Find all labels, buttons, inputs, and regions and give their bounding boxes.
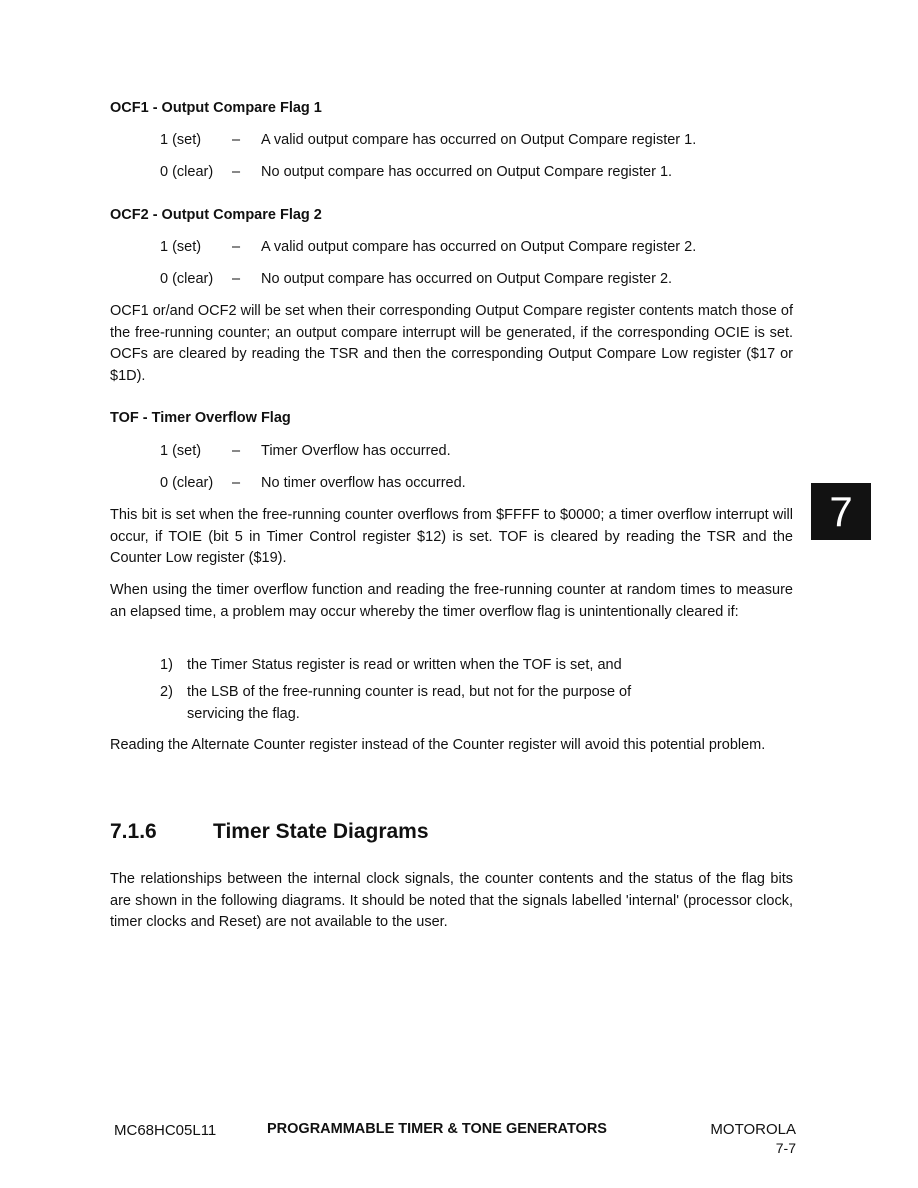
ocf2-heading: OCF2 - Output Compare Flag 2 <box>110 207 322 223</box>
chapter-tab: 7 <box>811 483 871 540</box>
ocf1-clear-dash: – <box>232 164 241 180</box>
ocf2-set-text: A valid output compare has occurred on Output Compare register 2. <box>261 239 697 255</box>
ocf2-clear-dash: – <box>232 271 241 287</box>
ocf1-heading: OCF1 - Output Compare Flag 1 <box>110 100 322 116</box>
footer-page-number: 7-7 <box>775 1140 796 1156</box>
ocf2-clear-value: 0 (clear) <box>160 271 214 287</box>
ocf2-set-value: 1 (set) <box>160 239 202 255</box>
footer-chapter-title: PROGRAMMABLE TIMER & TONE GENERATORS <box>267 1121 607 1137</box>
ocf2-set-dash: – <box>232 239 241 255</box>
footer-company: MOTOROLA <box>710 1121 796 1138</box>
ocf1-set-dash: – <box>232 132 241 148</box>
tof-clear-text: No timer overflow has occurred. <box>261 475 466 491</box>
tof-set-value: 1 (set) <box>160 443 202 459</box>
alternate-counter-paragraph: Reading the Alternate Counter register instead of the Counter register will avoid this potential problem. <box>110 737 766 753</box>
tof-clear-dash: – <box>232 475 241 491</box>
tof-set-dash: – <box>232 443 241 459</box>
ocf1-set-text: A valid output compare has occurred on Output Compare register 1. <box>261 132 697 148</box>
tof-clear-value: 0 (clear) <box>160 475 214 491</box>
tof-heading: TOF - Timer Overflow Flag <box>110 410 291 426</box>
tof-set-text: Timer Overflow has occurred. <box>261 443 451 459</box>
ocf-paragraph: OCF1 or/and OCF2 will be set when their corresponding Output Compare register contents match those of the free-running counter; an output compare interrupt will be generated, if the corresponding OCIE is set. OCFs are cleared by reading the TSR and then the corresponding Output Compare Low register ($17 or $1D). <box>110 303 793 384</box>
overflow-paragraph: When using the timer overflow function and reading the free-running counter at random times to measure an elapsed time, a problem may occur whereby the timer overflow flag is unintentionally cleared if: <box>110 582 793 620</box>
ocf1-clear-text: No output compare has occurred on Output Compare register 1. <box>261 164 673 180</box>
list-item-text: the LSB of the free-running counter is read, but not for the purpose of servicing the flag. <box>187 684 632 722</box>
ocf1-clear-value: 0 (clear) <box>160 164 214 180</box>
section-number: 7.1.6 <box>110 820 157 843</box>
section-title: Timer State Diagrams <box>213 820 429 843</box>
list-item-number: 1) <box>160 657 173 673</box>
footer-part-number: MC68HC05L11 <box>114 1122 217 1139</box>
section-paragraph: The relationships between the internal clock signals, the counter contents and the status of the flag bits are shown in the following diagrams. It should be noted that the signals labelled 'internal' (processor clock, timer clocks and Reset) are not available to the user. <box>110 871 793 930</box>
tof-paragraph: This bit is set when the free-running counter overflows from $FFFF to $0000; a timer overflow interrupt will occur, if TOIE (bit 5 in Timer Control register $12) is set. TOF is cleared by reading the TSR and the Counter Low register ($19). <box>110 507 793 566</box>
list-item-number: 2) <box>160 684 173 700</box>
list-item-text: the Timer Status register is read or written when the TOF is set, and <box>187 657 622 673</box>
ocf2-clear-text: No output compare has occurred on Output Compare register 2. <box>261 271 673 287</box>
ocf1-set-value: 1 (set) <box>160 132 202 148</box>
